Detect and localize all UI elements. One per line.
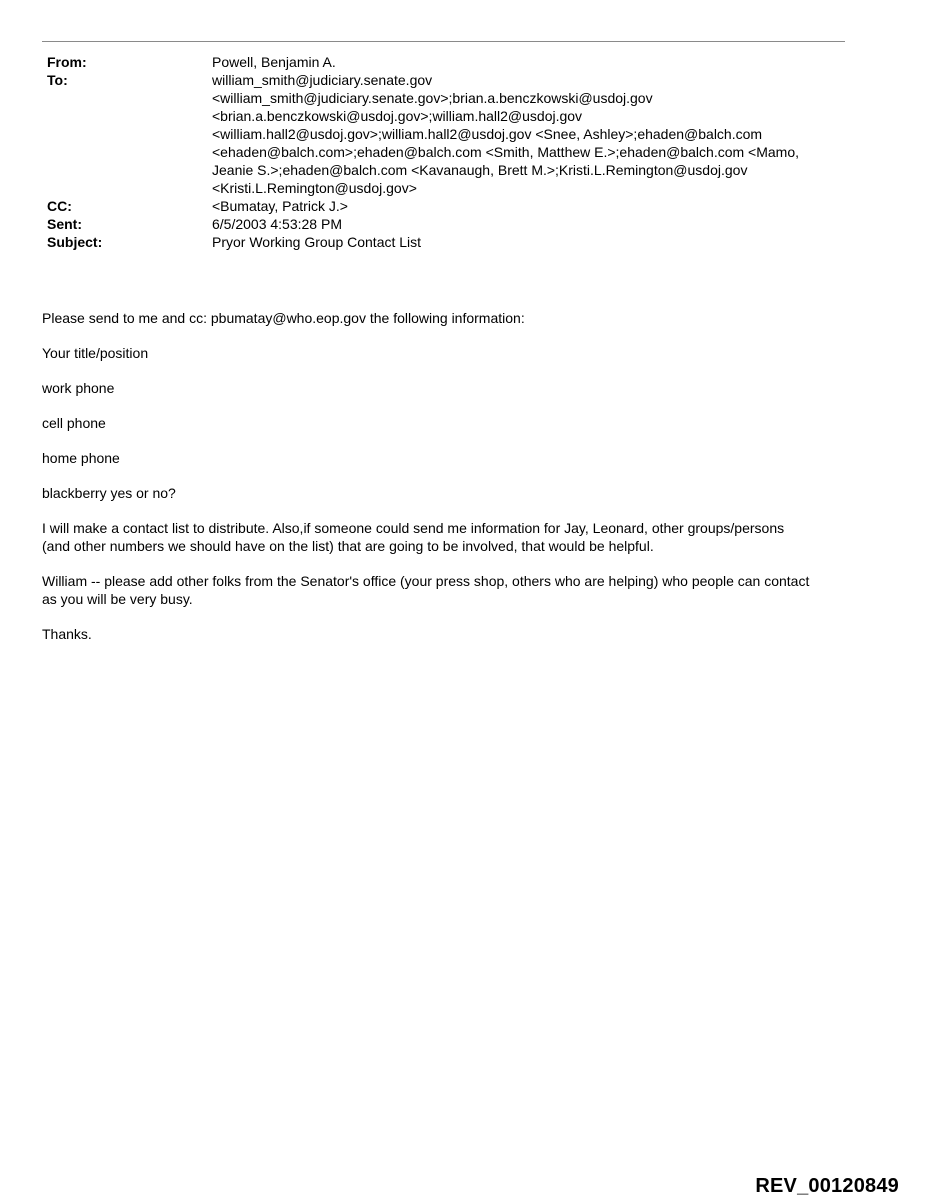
sent-row: [47, 215, 847, 233]
to-recipients: [212, 71, 847, 197]
to-row: [47, 71, 847, 197]
to-line: william_smith@judiciary.senate.gov: [212, 72, 433, 88]
to-line: <william_smith@judiciary.senate.gov>;brian.a.benczkowski@usdoj.gov: [212, 90, 653, 106]
body-paragraph: [42, 414, 852, 432]
body-line: William -- please add other folks from the Senator's office (your press shop, others who are helping) who people can contact: [42, 573, 810, 589]
body-line: home phone: [42, 450, 120, 466]
body-paragraph: [42, 484, 852, 502]
body-line: I will make a contact list to distribute. Also,if someone could send me information for Jay, Leonard, other groups/persons: [42, 520, 785, 536]
subject-row: [47, 233, 847, 251]
body-line: Thanks.: [42, 626, 92, 642]
cc-value: <Bumatay, Patrick J.>: [212, 198, 348, 214]
body-paragraph: [42, 625, 852, 643]
cc-label: CC:: [47, 198, 72, 214]
email-headers: [47, 53, 847, 251]
bates-number: REV_00120849: [755, 1175, 899, 1197]
header-divider: [42, 41, 845, 42]
sent-label: Sent:: [47, 216, 82, 232]
body-paragraph: [42, 449, 852, 467]
sent-value: 6/5/2003 4:53:28 PM: [212, 216, 342, 232]
body-line: (and other numbers we should have on the list) that are going to be involved, that would be helpful.: [42, 538, 654, 554]
to-line: Jeanie S.>;ehaden@balch.com <Kavanaugh, Brett M.>;Kristi.L.Remington@usdoj.gov: [212, 162, 748, 178]
body-paragraph: [42, 344, 852, 362]
subject-label: Subject:: [47, 234, 103, 250]
body-paragraph: [42, 309, 852, 327]
subject-value: Pryor Working Group Contact List: [212, 234, 422, 250]
to-label: To:: [47, 72, 68, 88]
body-paragraph: [42, 519, 852, 555]
body-line: Your title/position: [42, 345, 149, 361]
body-line: as you will be very busy.: [42, 591, 193, 607]
from-row: [47, 53, 847, 71]
to-line: <brian.a.benczkowski@usdoj.gov>;william.hall2@usdoj.gov: [212, 108, 583, 124]
from-label: From:: [47, 54, 87, 70]
body-line: Please send to me and cc: pbumatay@who.eop.gov the following information:: [42, 310, 525, 326]
to-line: <Kristi.L.Remington@usdoj.gov>: [212, 180, 417, 196]
body-paragraph: [42, 572, 852, 608]
body-line: blackberry yes or no?: [42, 485, 176, 501]
body-line: work phone: [42, 380, 115, 396]
to-line: <william.hall2@usdoj.gov>;william.hall2@usdoj.gov <Snee, Ashley>;ehaden@balch.com: [212, 126, 763, 142]
cc-row: [47, 197, 847, 215]
from-value: Powell, Benjamin A.: [212, 54, 336, 70]
body-line: cell phone: [42, 415, 106, 431]
body-paragraph: [42, 379, 852, 397]
email-body: [42, 309, 852, 660]
to-line: <ehaden@balch.com>;ehaden@balch.com <Smith, Matthew E.>;ehaden@balch.com <Mamo,: [212, 144, 800, 160]
